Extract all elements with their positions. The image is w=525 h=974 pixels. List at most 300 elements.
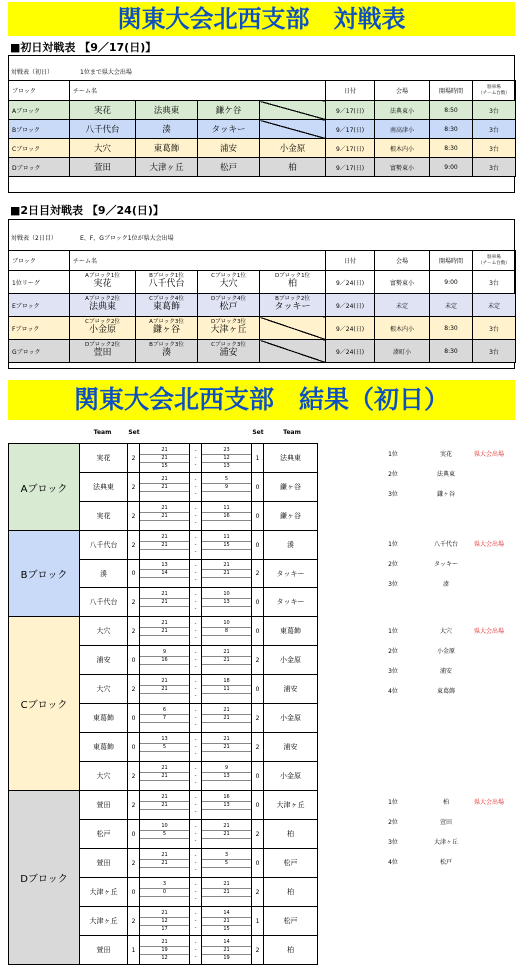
score-dash: -: [194, 461, 197, 468]
courts-cell: 未定: [473, 294, 516, 317]
game-score: 21: [202, 562, 251, 570]
team-name: 大津ヶ丘: [136, 158, 198, 177]
set-count: 2: [252, 704, 264, 733]
time-cell: 8:30: [430, 340, 473, 363]
game-scores-right: [202, 502, 252, 531]
game-score: [140, 780, 189, 787]
score-separator: [190, 907, 202, 936]
team-name: タッキー: [198, 120, 260, 139]
team-name: タッキー: [264, 588, 318, 617]
block-label: Eブロック: [9, 294, 70, 317]
game-scores-right: [202, 849, 252, 878]
time-cell: 8:50: [430, 101, 473, 120]
table-row: [9, 271, 516, 294]
block-label: Aブロック: [9, 101, 70, 120]
rank-team: 大津ヶ丘: [433, 839, 458, 846]
table-row: [9, 101, 516, 120]
team-name: 松戸: [80, 820, 128, 849]
team-name: 大津ヶ丘: [80, 878, 128, 907]
team-name: 大穴: [70, 139, 136, 158]
courts-cell: 3台: [473, 158, 516, 177]
set-count: 2: [128, 444, 140, 473]
set-count: 0: [128, 704, 140, 733]
set-count: 0: [128, 560, 140, 588]
game-score: 0: [140, 888, 189, 896]
rank-label: 3位: [388, 839, 398, 846]
game-scores-left: [140, 936, 190, 965]
game-score: [202, 838, 251, 845]
rank-label: 4位: [388, 859, 398, 866]
time-cell: 未定: [430, 294, 473, 317]
score-dash: -: [194, 917, 197, 924]
team-name: 柏: [264, 936, 318, 965]
game-score: 9: [202, 765, 251, 773]
date-cell: 9／17(日): [326, 101, 375, 120]
col-team: チーム名: [70, 81, 326, 101]
team-slot: Cブロック3位 浦安: [198, 340, 260, 363]
game-score: 21: [140, 852, 189, 860]
team-name: 東葛飾: [80, 704, 128, 733]
set-count: 2: [252, 878, 264, 907]
block-label: Bブロック: [9, 120, 70, 139]
team-name: 大穴: [80, 617, 128, 646]
game-score: 12: [202, 454, 251, 462]
team-slot: Cブロック4位 東葛飾: [136, 294, 198, 317]
table-row: [9, 158, 516, 177]
team-name: 浦安: [264, 675, 318, 704]
game-score: 21: [140, 454, 189, 462]
score-dash: -: [194, 830, 197, 837]
set-count: 2: [128, 791, 140, 820]
set-count: 1: [252, 907, 264, 936]
team-name: 法典東: [136, 101, 198, 120]
game-score: 14: [202, 939, 251, 947]
game-scores-left: [140, 878, 190, 907]
rank-team: 湊: [442, 581, 449, 588]
set-count: 0: [252, 762, 264, 791]
game-score: 21: [140, 591, 189, 599]
game-scores-left: [140, 646, 190, 675]
score-dash: -: [194, 548, 197, 555]
col-set-right: Set: [252, 429, 264, 436]
score-dash: -: [194, 794, 197, 801]
set-count: 0: [252, 791, 264, 820]
empty-slot: [260, 101, 326, 120]
game-score: 11: [202, 505, 251, 513]
advance-badge: 県大会出場: [474, 541, 505, 548]
team-name: 鎌ケ谷: [198, 101, 260, 120]
game-score: 21: [140, 859, 189, 867]
score-dash: -: [194, 490, 197, 497]
score-separator: [190, 849, 202, 878]
score-dash: -: [194, 570, 197, 576]
game-score: [140, 838, 189, 845]
game-score: [140, 751, 189, 758]
game-score: 9: [202, 483, 251, 491]
set-count: 1: [128, 936, 140, 965]
score-dash: -: [194, 692, 197, 699]
team-slot: Bブロック1位 八千代台: [136, 271, 198, 294]
venue-cell: 根木内小: [375, 317, 430, 340]
team-name: 小金原: [264, 646, 318, 675]
rank-team: 東葛飾: [436, 688, 455, 695]
score-dash: -: [194, 750, 197, 757]
score-dash: -: [194, 483, 197, 490]
game-scores-right: [202, 936, 252, 965]
team-slot: Dブロック2位 萱田: [70, 340, 136, 363]
game-score: 21: [140, 534, 189, 542]
team-name: 八千代台: [80, 531, 128, 560]
game-score: 15: [223, 925, 230, 932]
game-score: [140, 578, 189, 585]
game-score: [202, 549, 251, 556]
game-score: [202, 780, 251, 787]
score-dash: -: [194, 447, 197, 454]
game-score: [202, 664, 251, 671]
game-score: [202, 491, 251, 498]
team-slot: Cブロック1位 大穴: [198, 271, 260, 294]
courts-cell: 3台: [473, 317, 516, 340]
game-score: 5: [202, 859, 251, 867]
team-slot: Aブロック2位 法典東: [70, 294, 136, 317]
team-name: 大津ヶ丘: [264, 791, 318, 820]
game-score: 12: [161, 954, 168, 961]
score-dash: -: [194, 910, 197, 917]
team-name: 松戸: [264, 907, 318, 936]
venue-cell: 法典東小: [375, 101, 430, 120]
game-score: 21: [140, 765, 189, 773]
score-dash: -: [194, 946, 197, 953]
block-label: Cブロック: [9, 139, 70, 158]
score-separator: [190, 762, 202, 791]
block-label: Dブロック: [9, 158, 70, 177]
score-dash: -: [194, 649, 197, 656]
day1-header-row: [9, 81, 516, 101]
set-count: 2: [128, 762, 140, 791]
game-score: [140, 896, 189, 903]
game-scores-left: [140, 733, 190, 762]
rank-label: 2位: [388, 471, 398, 478]
game-scores-left: [140, 444, 190, 473]
game-score: 6: [140, 707, 189, 715]
score-dash: -: [194, 924, 197, 931]
empty-slot: [260, 120, 326, 139]
game-score: 5: [202, 476, 251, 484]
table-row: [9, 444, 318, 473]
score-dash: -: [194, 656, 197, 663]
venue-cell: 湊町小: [375, 340, 430, 363]
score-separator: [190, 444, 202, 473]
score-separator: [190, 936, 202, 965]
set-count: 2: [128, 907, 140, 936]
game-scores-right: [202, 444, 252, 473]
game-score: 5: [140, 743, 189, 751]
courts-cell: 3台: [473, 340, 516, 363]
rank-team: 実花: [439, 451, 452, 458]
game-scores-right: [202, 762, 252, 791]
game-score: [140, 549, 189, 556]
day2-table: [8, 250, 516, 363]
score-dash: -: [194, 707, 197, 714]
game-score: 21: [202, 946, 251, 954]
game-scores-left: [140, 704, 190, 733]
score-separator: [190, 473, 202, 502]
game-scores-left: [140, 473, 190, 502]
set-count: 0: [252, 502, 264, 531]
col-team: チーム名: [70, 251, 326, 271]
score-separator: [190, 531, 202, 560]
score-dash: -: [194, 519, 197, 526]
team-name: 松戸: [264, 849, 318, 878]
set-count: 2: [128, 675, 140, 704]
courts-cell: 3台: [473, 120, 516, 139]
score-dash: -: [194, 866, 197, 873]
rank-label: 3位: [388, 668, 398, 675]
game-score: 9: [140, 649, 189, 657]
score-dash: -: [194, 801, 197, 808]
col-set-left: Set: [128, 429, 140, 436]
game-scores-right: [202, 704, 252, 733]
game-score: [202, 635, 251, 642]
team-name: 実花: [80, 444, 128, 473]
date-cell: 9／17(日): [326, 158, 375, 177]
col-courts: 駐車場 （チーム台数）: [473, 251, 516, 271]
rank-team: 法典東: [436, 471, 455, 478]
team-slot: Bブロック2位 タッキー: [260, 294, 326, 317]
rank-label: 2位: [388, 648, 398, 655]
team-name: 柏: [260, 158, 326, 177]
game-score: [202, 578, 251, 585]
game-scores-left: [140, 502, 190, 531]
game-score: 13: [140, 562, 189, 570]
score-dash: -: [194, 953, 197, 960]
team-name: 八千代台: [80, 588, 128, 617]
game-score: 21: [140, 627, 189, 635]
game-score: 21: [140, 678, 189, 686]
game-score: [202, 693, 251, 700]
score-dash: -: [194, 627, 197, 634]
team-name: 大穴: [80, 675, 128, 704]
time-cell: 9:00: [430, 158, 473, 177]
score-dash: -: [194, 743, 197, 750]
score-dash: -: [194, 837, 197, 844]
game-score: 15: [161, 462, 168, 469]
score-dash: -: [194, 678, 197, 685]
col-courts: 駐車場 （チーム台数）: [473, 81, 516, 101]
game-scores-right: [202, 878, 252, 907]
game-score: 13: [140, 736, 189, 744]
game-score: 21: [202, 707, 251, 715]
rank-team: 八千代台: [433, 541, 458, 548]
game-scores-right: [202, 646, 252, 675]
team-name: 実花: [70, 101, 136, 120]
col-venue: 会場: [375, 251, 430, 271]
game-scores-right: [202, 560, 252, 588]
score-separator: [190, 791, 202, 820]
score-separator: [190, 617, 202, 646]
game-score: 19: [140, 946, 189, 954]
game-score: [140, 722, 189, 729]
venue-cell: 未定: [375, 294, 430, 317]
game-score: 16: [202, 794, 251, 802]
game-score: [140, 867, 189, 874]
advance-badge: 県大会出場: [474, 628, 505, 635]
set-count: 0: [252, 531, 264, 560]
game-score: 13: [223, 462, 230, 469]
day2-note-label: 対戦表（2日目）: [11, 235, 57, 242]
game-scores-left: [140, 588, 190, 617]
rank-team: 大穴: [439, 628, 452, 635]
rank-team: 小金原: [436, 648, 455, 655]
game-score: 21: [140, 476, 189, 484]
game-score: 5: [140, 830, 189, 838]
game-score: [202, 867, 251, 874]
col-date: 日付: [326, 81, 375, 101]
empty-slot: [260, 340, 326, 363]
game-scores-right: [202, 617, 252, 646]
score-dash: -: [194, 823, 197, 830]
game-score: 18: [202, 678, 251, 686]
score-separator: [190, 820, 202, 849]
score-dash: -: [194, 772, 197, 779]
team-name: 大穴: [80, 762, 128, 791]
game-score: 21: [202, 656, 251, 664]
day1-note-text: 1位まで県大会出場: [80, 69, 132, 76]
block-label: Aブロック: [9, 444, 80, 531]
date-cell: 9／24(日): [326, 317, 375, 340]
set-count: 2: [128, 531, 140, 560]
block-label: Bブロック: [9, 531, 80, 617]
block-label: Gブロック: [9, 340, 70, 363]
score-separator: [190, 878, 202, 907]
game-score: [140, 606, 189, 613]
game-score: [140, 809, 189, 816]
game-score: 21: [140, 620, 189, 628]
set-count: 2: [128, 473, 140, 502]
team-slot: Aブロック1位 実花: [70, 271, 136, 294]
game-scores-right: [202, 675, 252, 704]
game-score: 11: [202, 534, 251, 542]
game-score: 14: [202, 910, 251, 918]
game-score: 21: [202, 714, 251, 722]
team-name: 東葛飾: [80, 733, 128, 762]
team-name: 東葛飾: [264, 617, 318, 646]
game-scores-left: [140, 675, 190, 704]
game-score: [202, 722, 251, 729]
courts-cell: 3台: [473, 139, 516, 158]
team-name: 小金原: [264, 762, 318, 791]
game-score: [202, 809, 251, 816]
game-score: 7: [140, 714, 189, 722]
score-dash: -: [194, 598, 197, 605]
game-score: 17: [161, 925, 168, 932]
team-name: 実花: [80, 502, 128, 531]
team-name: 鎌ヶ谷: [264, 473, 318, 502]
game-score: 21: [140, 598, 189, 606]
game-scores-left: [140, 560, 190, 588]
rank-label: 2位: [388, 819, 398, 826]
score-dash: -: [194, 939, 197, 946]
team-name: 萱田: [80, 791, 128, 820]
set-count: 0: [128, 878, 140, 907]
table-row: [9, 340, 516, 363]
rank-team: タッキー: [433, 561, 458, 568]
team-name: 東葛飾: [136, 139, 198, 158]
score-dash: -: [194, 765, 197, 772]
rank-label: 2位: [388, 561, 398, 568]
rank-label: 1位: [388, 799, 398, 806]
block-label: 1位リーグ: [9, 271, 70, 294]
score-dash: -: [194, 534, 197, 541]
game-scores-right: [202, 820, 252, 849]
score-dash: -: [194, 663, 197, 670]
game-score: 21: [202, 649, 251, 657]
game-score: 21: [140, 910, 189, 918]
game-scores-left: [140, 531, 190, 560]
advance-badge: 県大会出場: [474, 451, 505, 458]
rank-label: 3位: [388, 581, 398, 588]
game-scores-right: [202, 907, 252, 936]
results-title: 関東大会北西支部 結果（初日）: [8, 380, 515, 420]
score-dash: -: [194, 859, 197, 866]
set-count: 2: [252, 733, 264, 762]
game-score: 21: [202, 823, 251, 831]
score-dash: -: [194, 605, 197, 612]
score-dash: -: [194, 852, 197, 859]
game-score: 8: [202, 627, 251, 635]
score-dash: -: [194, 563, 197, 569]
set-count: 0: [252, 849, 264, 878]
set-count: 0: [128, 733, 140, 762]
game-score: 14: [140, 570, 189, 578]
game-score: [202, 606, 251, 613]
venue-cell: 富勢東小: [375, 158, 430, 177]
day1-note-label: 対戦表（初日）: [11, 69, 54, 76]
set-count: 2: [252, 560, 264, 588]
score-dash: -: [194, 779, 197, 786]
day1-heading: ■初日対戦表 【9／17(日)】: [10, 41, 157, 54]
game-score: 12: [140, 917, 189, 925]
game-score: 21: [202, 570, 251, 578]
team-name: 柏: [264, 878, 318, 907]
set-count: 2: [252, 646, 264, 675]
set-count: 2: [128, 617, 140, 646]
game-scores-right: [202, 791, 252, 820]
team-name: タッキー: [264, 560, 318, 588]
score-dash: -: [194, 685, 197, 692]
results-table: [8, 443, 318, 965]
game-score: 21: [202, 881, 251, 889]
team-name: 浦安: [264, 733, 318, 762]
game-score: 10: [140, 823, 189, 831]
game-score: [202, 751, 251, 758]
table-row: [9, 317, 516, 340]
game-score: 10: [202, 591, 251, 599]
advance-badge: 県大会出場: [474, 799, 505, 806]
table-row: [9, 531, 318, 560]
date-cell: 9／17(日): [326, 139, 375, 158]
date-cell: 9／24(日): [326, 271, 375, 294]
time-cell: 9:00: [430, 271, 473, 294]
team-name: 萱田: [80, 849, 128, 878]
rank-label: 1位: [388, 628, 398, 635]
team-slot: Dブロック3位 大津ヶ丘: [198, 317, 260, 340]
game-score: 13: [202, 801, 251, 809]
game-scores-left: [140, 849, 190, 878]
game-score: 10: [202, 620, 251, 628]
game-score: 21: [140, 772, 189, 780]
set-count: 2: [128, 588, 140, 617]
